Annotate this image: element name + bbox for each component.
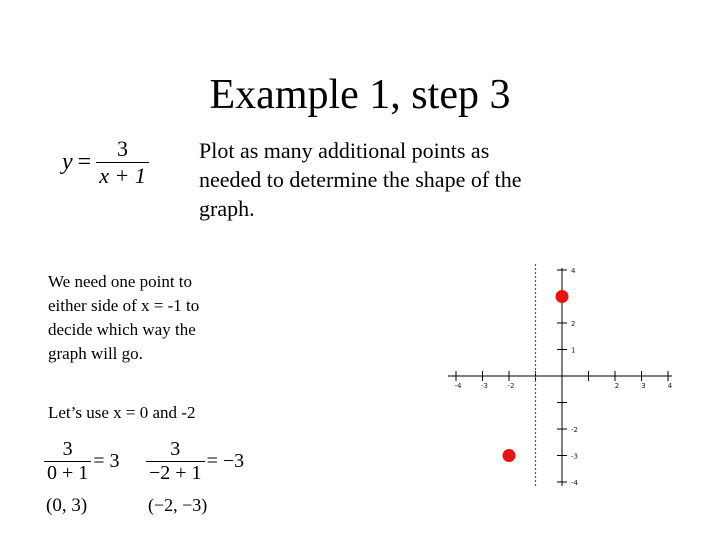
x-tick-label: -3 — [481, 382, 488, 390]
main-equation — [62, 136, 149, 189]
point-label-2: (−2, −3) — [148, 495, 208, 515]
point-label-1: (0, 3) — [46, 495, 88, 516]
x-tick-label: 3 — [641, 382, 646, 390]
chart-layer — [448, 264, 673, 488]
data-point — [556, 290, 569, 303]
equation-fraction — [96, 136, 149, 189]
instruction-text: Plot as many additional points as needed to determine the shape of the graph. — [199, 138, 522, 221]
y-tick-label: 1 — [571, 346, 576, 355]
x-tick-label: 4 — [667, 382, 673, 390]
x-tick-label: 2 — [614, 382, 620, 390]
calc-1-denominator: 0 + 1 — [44, 461, 91, 485]
coordinate-graph — [440, 258, 690, 490]
calculation-2 — [146, 438, 244, 485]
y-tick-label: -4 — [571, 479, 578, 487]
calc-1-numerator: 3 — [62, 438, 73, 460]
equation-numerator: 3 — [117, 136, 129, 161]
calc-1-result: = 3 — [93, 450, 120, 472]
x-tick-label: -2 — [507, 382, 515, 390]
y-tick-label: -2 — [571, 426, 578, 434]
y-tick-label: 2 — [571, 320, 576, 328]
calc-2-numerator: 3 — [170, 438, 181, 460]
calc-2-result: = −3 — [206, 450, 245, 472]
note-text: We need one point to either side of x = -1 to decide which way the graph will go. — [48, 272, 200, 363]
equation-equals: = — [77, 149, 92, 175]
slide-title: Example 1, step 3 — [209, 72, 511, 118]
y-tick-label: -3 — [571, 452, 578, 461]
y-tick-label: 4 — [571, 267, 576, 275]
equation-denominator: x + 1 — [96, 162, 149, 189]
equation-lhs: y — [62, 149, 73, 175]
calc-1-fraction — [44, 438, 91, 485]
x-tick-label: -4 — [454, 382, 462, 390]
choice-text: Let’s use x = 0 and -2 — [48, 403, 196, 422]
calc-2-denominator: −2 + 1 — [146, 461, 205, 485]
calculation-1 — [44, 438, 120, 485]
data-point — [503, 449, 516, 462]
calc-2-fraction — [146, 438, 205, 485]
